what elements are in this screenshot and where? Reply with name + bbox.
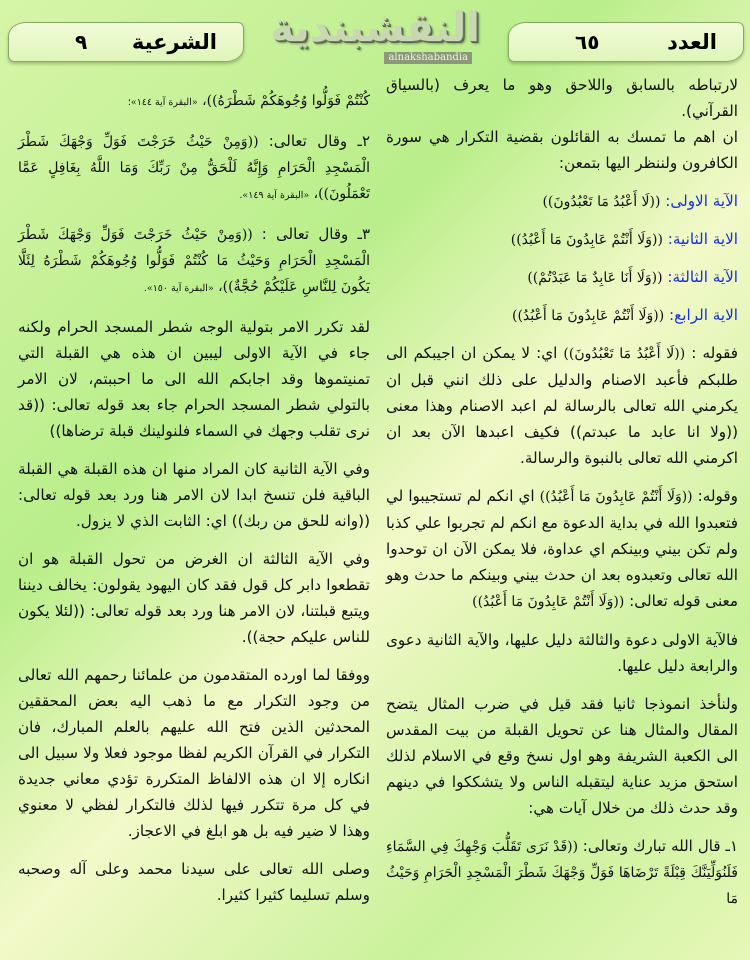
- quran-quote: ((قَدْ نَرَى تَقَلُّبَ وَجْهِكَ فِي السَّمَاءِ فَلَنُوَلِّيَنَّكَ قِبْلَةً تَرْضَاهَا فَوَلِّ وَجْهَكَ شَطْرَ الْمَسْجِدِ الْحَرَامِ وَحَيْثُ مَا: [386, 839, 738, 907]
- verse-1: [386, 188, 738, 215]
- verse-reference: «البقرة آية ١٥٠».: [143, 283, 214, 294]
- verse-2: [386, 226, 738, 253]
- closing-paragraph: وصلى الله تعالى على سيدنا محمد وعلى آله وصحبه وسلم تسليما كثيرا كثيرا.: [18, 860, 370, 904]
- verse-label: الآية الاولى:: [665, 192, 738, 210]
- intro-paragraph-2: ان اهم ما تمسك به القائلون بقضية التكرار هي سورة الكافرون ولننظر اليها بتمعن:: [386, 128, 738, 172]
- analysis-paragraph-1: لقد تكرر الامر بتولية الوجه شطر المسجد الحرام ولكنه جاء في الآية الاولى ليبين ان هذه هي القبلة التي تمنيتموها وقد اجابكم الله الى ما احببتم، لان الامر بالتولي شطر المسجد الحرام جاء بعد قوله تعالى: ((قد نرى تقلب وجهك في السماء فلنولينك قبلة ترضاها)): [18, 318, 370, 440]
- quran-quote: كُنْتُمْ فَوَلُّوا وُجُوهَكُمْ شَطْرَهُ))،: [202, 93, 370, 109]
- quran-quote: ((وَمِنْ حَيْثُ خَرَجْتَ فَوَلِّ وَجْهَكَ شَطْرَ الْمَسْجِدِ الْحَرَامِ وَإِنَّهُ لَلْحَقُّ مِنْ رَبِّكَ وَمَا اللَّهُ بِغَافِلٍ عَمَّا تَعْمَلُونَ))،: [18, 134, 370, 202]
- quran-quote: ((وَمِنْ حَيْثُ خَرَجْتَ فَوَلِّ وَجْهَكَ شَطْرَ الْمَسْجِدِ الْحَرَامِ وَحَيْثُ مَا كُنْتُمْ فَوَلُّوا وُجُوهَكُمْ شَطْرَهُ لِئَلَّا يَكُونَ لِلنَّاسِ عَلَيْكُمْ حُجَّةٌ))،: [18, 227, 370, 295]
- section-label: الشرعية: [131, 30, 217, 54]
- verse-4: [386, 302, 738, 329]
- text-run: فقوله :: [691, 344, 739, 362]
- magazine-logo: [270, 6, 480, 64]
- verse-label: الاية الرابع:: [669, 306, 738, 324]
- qibla-intro-paragraph: ولنأخذ انموذجا ثانيا فقد قيل في ضرب المثال يتضح المقال والمثال هنا عن تحويل القبلة من بيت المقدس الى الكعبة الشريفة وهو اول نسخ وقع في الاسلام لذلك استحق مزيد عناية ليتقبله الناس ولا يتشككوا في دينهم وقد حدث ذلك من خلال آيات هي:: [386, 695, 738, 817]
- quran-quote: ((لَا أَعْبُدُ مَا تَعْبُدُونَ)): [563, 346, 686, 362]
- quran-quote: ((وَلَا أَنْتُمْ عَابِدُونَ مَا أَعْبُدُ)): [472, 594, 625, 610]
- analysis-paragraph-4: ووفقا لما اورده المتقدمون من علمائنا رحمهم الله تعالى من وجود التكرار مع ما ذهب اليه بعض المحققين المحدثين الذين فتح الله عليهم بالعلم المبارك، فان التكرار في القرآن الكريم لفظا موجود فعلا ولا سبيل الى انكاره إلا ان هذه الالفاظ المتكررة تؤدي معاني جديدة في كل مرة تتكرر فيها لذلك فالتكرار لفظي لا معنوي وهذا لا ضير فيه بل هو ابلغ في الاعجاز.: [18, 666, 370, 840]
- text-run: ١ـ قال الله تبارك وتعالى:: [582, 837, 738, 855]
- qibla-verse-2: [18, 128, 370, 209]
- logo-latin: alnakshabandia: [384, 52, 472, 64]
- left-column: [18, 88, 370, 920]
- issue-banner: [508, 22, 744, 62]
- analysis-paragraph-3: وفي الآية الثالثة ان الغرض من تحول القبلة هو ان تقطعوا دابر كل قول فقد كان اليهود يقولون: يخالف ديننا ويتبع قبلتنا، لان الامر هنا ورد بعد قوله تعالى: ((لئلا يكون للناس عليكم حجة)).: [18, 550, 370, 646]
- text-run: اي انكم لم تستجيبوا لي فتعبدوا الله في بداية الدعوة مع انكم لم تجربوا علي كذبا ولم تكن بيني وبينكم اي عداوة، فلا يمكن الآن ان توحدوا الله تعالى وتعبدوه بعد ان حدث بيني وبينكم ما حدث وهو معنى قوله تعالى:: [386, 487, 738, 610]
- verse-text: ((وَلَا أَنْتُمْ عَابِدُونَ مَا أَعْبُدُ)): [512, 308, 665, 324]
- verse-3: [386, 264, 738, 291]
- verse-text: ((لَا أَعْبُدُ مَا تَعْبُدُونَ)): [542, 194, 661, 210]
- logo-arabic: النقشبندية: [270, 5, 480, 51]
- explanation-paragraph-2: [386, 483, 738, 615]
- verse-reference: «البقرة آية ١٤٤»؛: [127, 97, 198, 108]
- verse-label: الآية الثالثة:: [667, 268, 738, 286]
- verse-text: ((وَلَا أَنْتُمْ عَابِدُونَ مَا أَعْبُدُ)): [510, 232, 663, 248]
- qibla-verse-1: [386, 833, 738, 912]
- issue-number: ٦٥: [575, 30, 600, 54]
- intro-paragraph-1: لارتباطه بالسابق واللاحق وهو ما يعرف (بالسياق القرآني).: [386, 76, 738, 120]
- verse-label: الاية الثانية:: [667, 230, 738, 248]
- section-banner: [8, 22, 244, 62]
- explanation-paragraph-1: [386, 340, 738, 471]
- right-column: [386, 72, 738, 924]
- verse-text: ((وَلَا أَنَا عَابِدٌ مَا عَبَدْتُمْ)): [527, 270, 663, 286]
- text-run: وقوله:: [697, 487, 738, 505]
- page-header: [0, 0, 750, 70]
- qibla-verse-3: [18, 221, 370, 302]
- text-run: ٣ـ وقال تعالى :: [261, 225, 370, 243]
- text-run: اي: لا يمكن ان اجيبكم الى طلبكم فأعبد الاصنام والدليل على ذلك انني قبل ان يكرمني الله تعالى بالرسالة لم اعبد الاصنام وهذا معنى ((ولا انا عابد ما عبدتم)) فكيف اعبدها الآن بعد ان اكرمني الله تعالى بالنبوة والرسالة.: [386, 344, 738, 467]
- page-number: ٩: [75, 30, 88, 54]
- conclusion-paragraph: فالآية الاولى دعوة والثالثة دليل عليها، والآية الثانية دعوى والرابعة دليل عليها.: [386, 631, 738, 675]
- qibla-verse-1-continued: [18, 88, 370, 116]
- issue-label: العدد: [667, 30, 717, 54]
- verse-reference: «البقرة آية ١٤٩».: [239, 190, 310, 201]
- analysis-paragraph-2: وفي الآية الثانية كان المراد منها ان هذه القبلة هي القبلة الباقية فلن تنسخ ابدا لان الامر هنا ورد بعد قوله تعالى: ((وانه للحق من ربك)) اي: الثابت الذي لا يزول.: [18, 460, 370, 530]
- text-run: ٢ـ وقال تعالى:: [268, 132, 371, 150]
- quran-quote: ((وَلَا أَنْتُمْ عَابِدُونَ مَا أَعْبُدُ)): [539, 489, 693, 505]
